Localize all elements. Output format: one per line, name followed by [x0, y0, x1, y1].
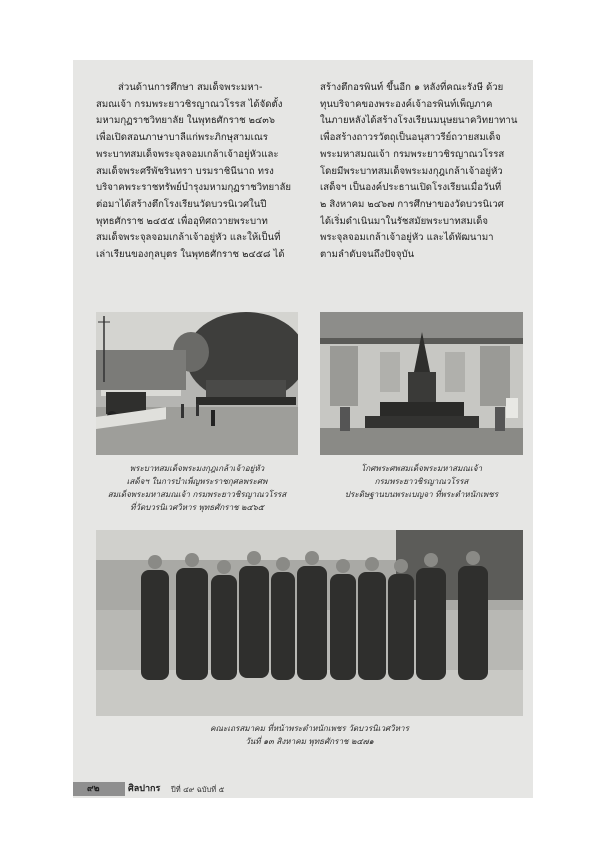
- text-line: ทุนบริจาคของพระองค์เจ้าอรพินท์เพ็ญภาค: [320, 98, 493, 110]
- photo2-caption: [320, 462, 523, 501]
- text-line: ส่วนด้านการศึกษา สมเด็จพระมหา-: [118, 82, 263, 93]
- caption-line: เสด็จฯ ในการบำเพ็ญพระราชกุศลพระศพ: [126, 476, 268, 486]
- text-line: สร้างตึกอรพินท์ ขึ้นอีก ๑ หลังที่คณะรังษี ด้วย: [320, 82, 504, 93]
- text-line: มหามกุฏราชวิทยาลัย ในพุทธศักราช ๒๔๓๖: [96, 115, 275, 127]
- text-line: ๒ สิงหาคม ๒๔๖๗ การศึกษาของวัดบวรนิเวศ: [320, 198, 504, 210]
- caption-line: คณะเถรสมาคม ที่หน้าพระตำหนักเพชร วัดบวรนิเวศวิหาร: [210, 723, 409, 733]
- page-number: ๙๒: [87, 784, 100, 794]
- photo3-caption: [96, 722, 523, 748]
- caption-line: กรมพระยาวชิรญาณวโรรส: [374, 476, 469, 486]
- text-line: เพื่อสร้างถาวรวัตถุเป็นอนุสาวรีย์ถวายสมเด็จ: [320, 132, 501, 144]
- text-line: ในภายหลังได้สร้างโรงเรียนมนุษยนาควิทยาทาน: [320, 115, 518, 127]
- royal-urn-photo: [320, 312, 523, 455]
- procession-photo: [96, 312, 298, 455]
- caption-line: วันที่ ๑๓ สิงหาคม พุทธศักราช ๒๔๗๑: [245, 736, 374, 746]
- body-text-right-column: [320, 80, 525, 264]
- monks-group-photo: [96, 530, 523, 716]
- text-line: พระมหาสมณเจ้า กรมพระยาวชิรญาณวโรรส: [320, 148, 505, 160]
- text-line: โดยมีพระบาทสมเด็จพระมงกุฎเกล้าเจ้าอยู่หัว: [320, 165, 503, 177]
- text-line: สมณเจ้า กรมพระยาวชิรญาณวโรรส ได้จัดตั้ง: [96, 98, 283, 110]
- text-line: พุทธศักราช ๒๔๕๕ เพื่ออุทิศถวายพระบาท: [96, 215, 268, 227]
- caption-line: ประดิษฐานบนพระเบญจา ที่พระตำหนักเพชร: [344, 489, 499, 499]
- text-line: ตามลำดับจนถึงปัจจุบัน: [320, 249, 415, 261]
- issue-label: ปีที่ ๔๙ ฉบับที่ ๕: [171, 785, 225, 794]
- text-line: พระจุลจอมเกล้าเจ้าอยู่หัว และได้พัฒนามา: [320, 232, 494, 244]
- text-line: เล่าเรียนของกุลบุตร ในพุทธศักราช ๒๔๕๘ ได้: [96, 249, 285, 261]
- text-line: ได้เริ่มดำเนินมาในรัชสมัยพระบาทสมเด็จ: [320, 215, 488, 227]
- text-line: สมเด็จพระจุลจอมเกล้าเจ้าอยู่หัว และให้เป็นที่: [96, 232, 281, 244]
- body-text-left-column: [96, 80, 301, 264]
- text-line: สมเด็จพระศรีพัชรินทรา บรมราชินีนาถ ทรง: [96, 165, 274, 177]
- text-line: บริจาคพระราชทรัพย์บำรุงมหามกุฏราชวิทยาลัย: [96, 182, 291, 194]
- magazine-name: ศิลปากร: [128, 784, 161, 794]
- page-footer: [73, 778, 533, 798]
- caption-line: สมเด็จพระมหาสมณเจ้า กรมพระยาวชิรญาณวโรรส: [107, 489, 287, 499]
- text-line: เสด็จฯ เป็นองค์ประธานเปิดโรงเรียนเมื่อวันที่: [320, 182, 502, 194]
- caption-line: โกศพระศพสมเด็จพระมหาสมณเจ้า: [360, 463, 482, 473]
- caption-line: พระบาทสมเด็จพระมงกุฎเกล้าเจ้าอยู่หัว: [129, 463, 265, 473]
- text-line: ต่อมาได้สร้างตึกโรงเรียนวัดบวรนิเวศในปี: [96, 198, 267, 210]
- text-line: เพื่อเปิดสอนภาษาบาลีแก่พระภิกษุสามเณร: [96, 132, 268, 144]
- photo1-caption: [96, 462, 298, 514]
- text-line: พระบาทสมเด็จพระจุลจอมเกล้าเจ้าอยู่หัวและ: [96, 148, 279, 160]
- caption-line: ที่วัดบวรนิเวศวิหาร พุทธศักราช ๒๔๖๕: [130, 502, 264, 512]
